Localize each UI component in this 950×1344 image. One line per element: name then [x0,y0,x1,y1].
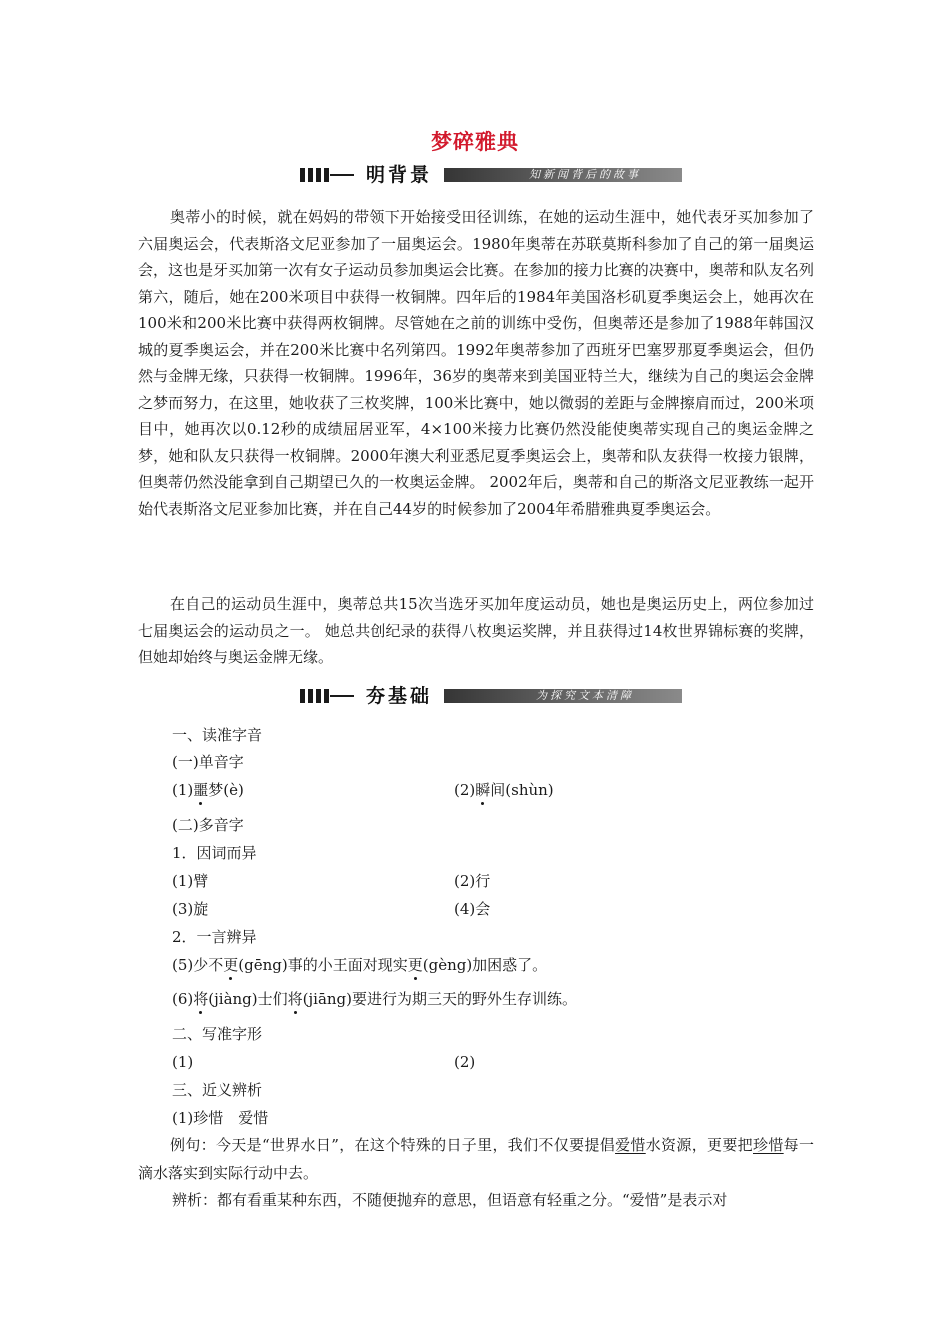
item-8: (6)将(jiàng)士们将(jiāng)要进行为期三天的野外生存训练。 [172,990,578,1008]
item-1: (1)噩梦(è) [172,781,244,799]
section-heading-characters: 二、写准字形 [172,1025,263,1043]
subheading-by-word: 1．因词而异 [172,844,257,862]
banner-subtitle: 知新闻背后的故事 [529,168,641,181]
analysis-text: 辨析：都有看重某种东西，不随便抛弃的意思，但语意有轻重之分。“爱惜”是表示对 [172,1191,728,1209]
banner-subtitle: 为探究文本清障 [536,689,634,702]
emphasis-char: 更 [407,956,423,974]
subheading-single-reading: (一)单音字 [172,753,244,771]
emphasis-char: 更 [223,956,239,974]
section-banner-basics [300,683,682,709]
example-sentence: 例句：今天是“世界水日”，在这个特殊的日子里，我们不仅要提倡爱惜水资源，更要把珍惜每一滴水落实到实际行动中去。 [138,1136,814,1182]
banner-label: 明背景 [354,162,444,188]
item-3: (1)臂 [172,872,209,890]
item-10: (2) [454,1053,476,1071]
item-7: (5)少不更(gēng)事的小王面对现实更(gèng)加困惑了。 [172,956,548,974]
section-heading-synonyms: 三、近义辨析 [172,1081,263,1099]
underlined-word: 爱惜 [615,1136,646,1154]
emphasis-char: 瞬 [475,781,491,799]
page-title: 梦碎雅典 [431,130,519,154]
item-2: (2)瞬间(shùn) [454,781,554,799]
background-paragraph-2: 在自己的运动员生涯中，奥蒂总共15次当选牙买加年度运动员，她也是奥运历史上，两位参加过七届奥运会的运动员之一。 她总共创纪录的获得八枚奥运奖牌，并且获得过14枚世界锦标赛的奖牌，但她却始终与奥运金牌无缘。 [138,595,814,666]
item-6: (4)会 [454,900,491,918]
banner-label: 夯基础 [354,683,444,709]
underlined-word: 珍惜 [753,1136,784,1154]
emphasis-char: 噩 [193,781,209,799]
emphasis-char: 将 [193,990,209,1008]
synonym-pair: (1)珍惜 爱惜 [172,1109,269,1127]
item-9: (1) [172,1053,194,1071]
section-heading-pronunciation: 一、读准字音 [172,726,263,744]
emphasis-char: 将 [287,990,303,1008]
subheading-sentence: 2．一言辨异 [172,928,257,946]
background-paragraph-1: 奥蒂小的时候，就在妈妈的带领下开始接受田径训练，在她的运动生涯中，她代表牙买加参加了六届奥运会，代表斯洛文尼亚参加了一届奥运会。1980年奥蒂在苏联莫斯科参加了自己的第一届奥运会，这也是牙买加第一次有女子运动员参加奥运会比赛。在参加的接力比赛的决赛中，奥蒂和队友名列第六，随后，她在200米项目中获得一枚铜牌。四年后的1984年美国洛杉矶夏季奥运会上，她再次在100米和200米比赛中获得两枚铜牌。尽管她在之前的训练中受伤，但奥蒂还是参加了1988年韩国汉城的夏季奥运会，并在200米比赛中名列第四。1992年奥蒂参加了西班牙巴塞罗那夏季奥运会，但仍然与金牌无缘，只获得一枚铜牌。1996年，36岁的奥蒂来到美国亚特兰大，继续为自己的奥运会金牌之梦而努力，在这里，她收获了三枚奖牌，100米比赛中，她以微弱的差距与金牌擦肩而过，200米项目中，她再次以0.12秒的成绩屈居亚军，4×100米接力比赛仍然没能使奥蒂实现自己的奥运金牌之梦，她和队友只获得一枚铜牌。2000年澳大利亚悉尼夏季奥运会上，奥蒂和队友获得一枚接力银牌，但奥蒂仍然没能拿到自己期望已久的一枚奥运金牌。 2002年后，奥蒂和自己的斯洛文尼亚教练一起开始代表斯洛文尼亚参加比赛，并在自己44岁的时候参加了2004年希腊雅典夏季奥运会。 [138,208,814,518]
item-5: (3)旋 [172,900,209,918]
item-4: (2)行 [454,872,491,890]
subheading-multi-reading: (二)多音字 [172,816,244,834]
section-banner-background [300,162,682,188]
